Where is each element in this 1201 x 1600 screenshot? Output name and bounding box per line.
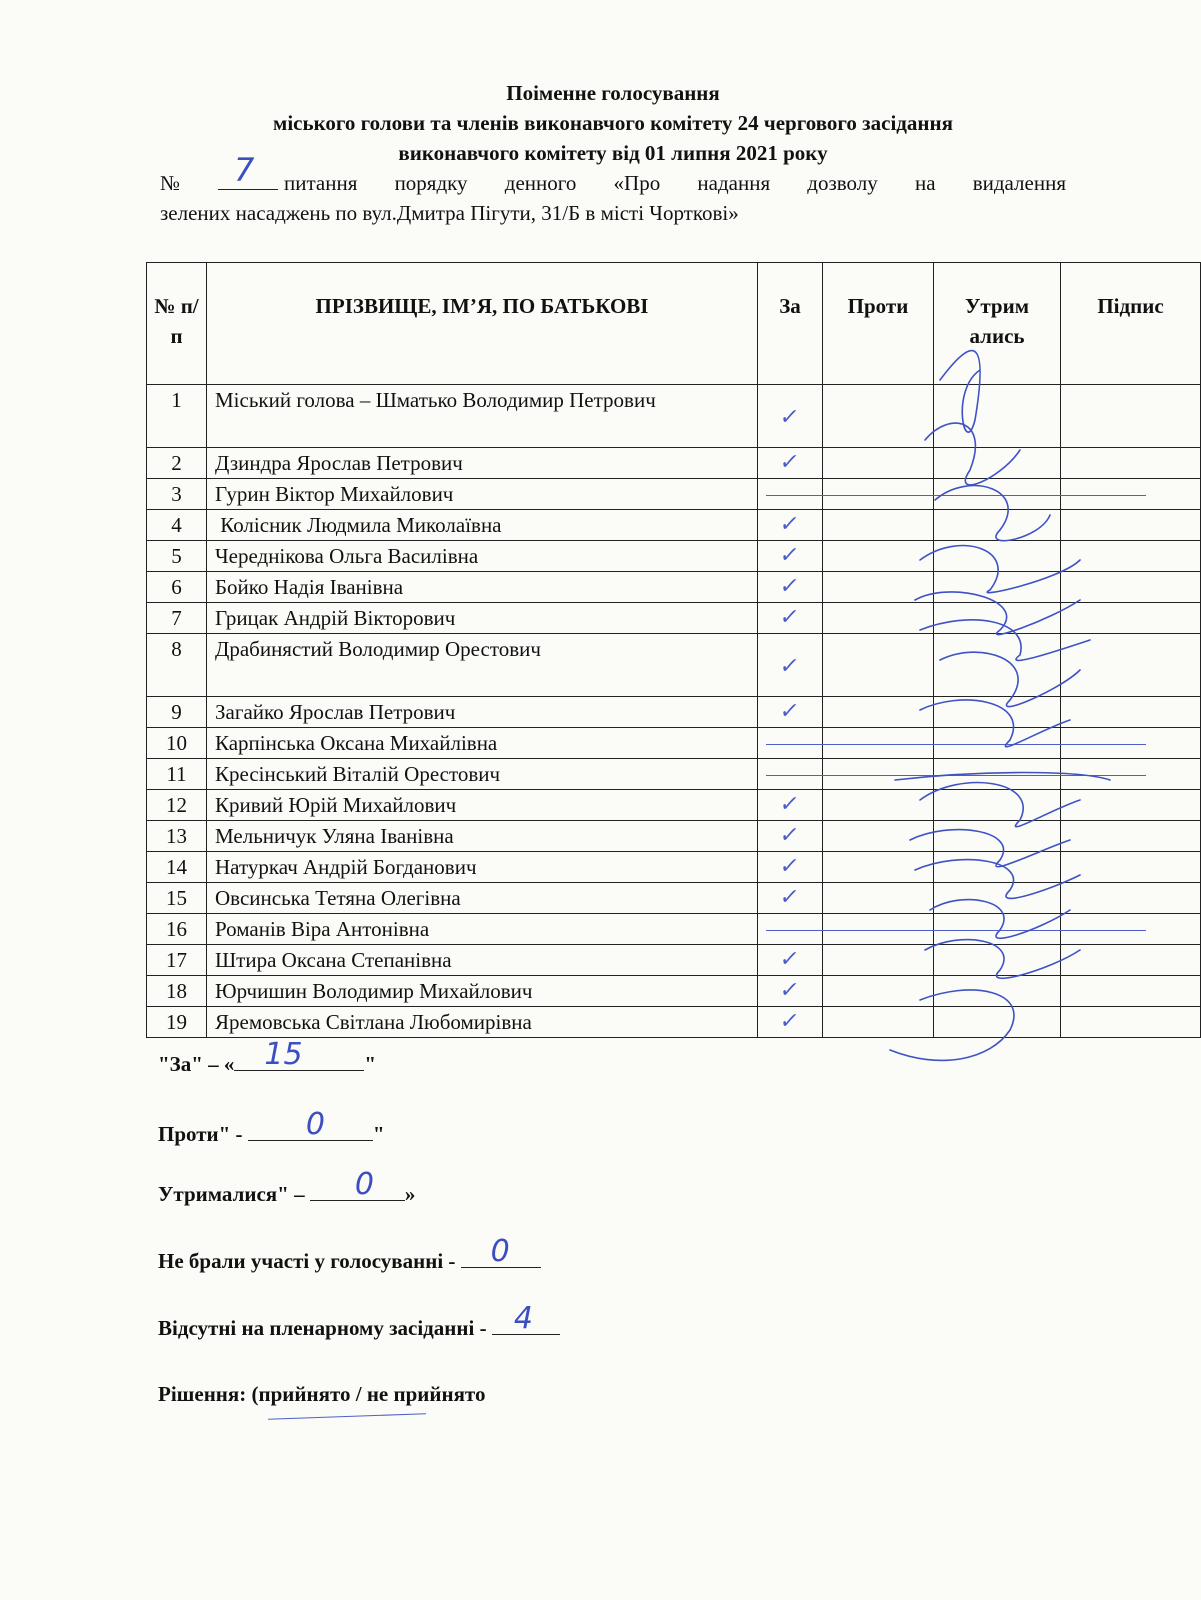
signature-5 bbox=[915, 592, 1080, 635]
header-name: ПРІЗВИЩЕ, ІМ’Я, ПО БАТЬКОВІ bbox=[207, 263, 758, 385]
vote-check-mark: ✓ bbox=[777, 699, 801, 724]
member-name: Мельничук Уляна Іванівна bbox=[207, 821, 758, 852]
vote-for-cell bbox=[758, 603, 823, 634]
vote-for-cell bbox=[758, 945, 823, 976]
member-name: Романів Віра Антонівна bbox=[207, 914, 758, 945]
signature-1 bbox=[940, 351, 980, 433]
summary-abstained-blank bbox=[310, 1167, 405, 1202]
summary-absent bbox=[158, 1301, 560, 1341]
summary-for-value: 15 bbox=[264, 1037, 303, 1072]
row-number: 8 bbox=[147, 634, 207, 697]
member-name: Гурин Віктор Михайлович bbox=[207, 479, 758, 510]
signature-7 bbox=[940, 652, 1080, 706]
row-number: 12 bbox=[147, 790, 207, 821]
vote-for-cell bbox=[758, 541, 823, 572]
vote-for-cell bbox=[758, 697, 823, 728]
summary-against-value: 0 bbox=[305, 1107, 325, 1142]
vote-for-cell bbox=[758, 385, 823, 448]
member-name: Кривий Юрій Михайлович bbox=[207, 790, 758, 821]
member-name: Юрчишин Володимир Михайлович bbox=[207, 976, 758, 1007]
summary-abstained-value: 0 bbox=[354, 1167, 374, 1202]
vote-for-cell bbox=[758, 728, 823, 759]
row-number: 4 bbox=[147, 510, 207, 541]
vote-for-cell bbox=[758, 976, 823, 1007]
signature-line-9 bbox=[895, 773, 1110, 781]
member-name: Карпінська Оксана Михайлівна bbox=[207, 728, 758, 759]
member-name: Яремовська Світлана Любомирівна bbox=[207, 1007, 758, 1038]
decision-underline-handwritten bbox=[268, 1413, 426, 1420]
summary-decision-label: Рішення: (прийнято / не прийнято bbox=[158, 1382, 486, 1406]
vote-check-mark: ✓ bbox=[777, 543, 801, 568]
row-number: 19 bbox=[147, 1007, 207, 1038]
vote-check-mark: ✓ bbox=[777, 605, 801, 630]
summary-for-blank bbox=[234, 1037, 364, 1072]
member-name: Натуркач Андрій Богданович bbox=[207, 852, 758, 883]
vote-for-cell bbox=[758, 479, 823, 510]
summary-abstained-end: » bbox=[404, 1182, 416, 1206]
summary-for-label: "За" – « bbox=[158, 1052, 235, 1076]
item-number-prefix: № bbox=[160, 171, 212, 195]
vote-for-cell bbox=[758, 821, 823, 852]
member-name: Міський голова – Шматько Володимир Петрович bbox=[207, 385, 758, 448]
row-number: 16 bbox=[147, 914, 207, 945]
summary-against-label: Проти" - bbox=[158, 1122, 248, 1146]
summary-against-end: " bbox=[372, 1122, 385, 1146]
summary-absent-value: 4 bbox=[513, 1301, 533, 1336]
member-name: Кресінський Віталій Орестович bbox=[207, 759, 758, 790]
agenda-item-line-2: зелених насаджень по вул.Дмитра Пігути, 31/Б в місті Чорткові» bbox=[160, 201, 739, 225]
summary-absent-blank bbox=[492, 1301, 560, 1336]
agenda-item-text-1: питання порядку денного «Про надання дозволу на видалення bbox=[284, 171, 1066, 195]
signature-4 bbox=[920, 546, 1080, 593]
vote-for-cell bbox=[758, 790, 823, 821]
row-number: 1 bbox=[147, 385, 207, 448]
summary-for bbox=[158, 1037, 377, 1077]
signature-14 bbox=[925, 940, 1080, 979]
row-number: 13 bbox=[147, 821, 207, 852]
vote-for-cell bbox=[758, 1007, 823, 1038]
row-number: 6 bbox=[147, 572, 207, 603]
signature-15 bbox=[890, 990, 1014, 1060]
vote-check-mark: ✓ bbox=[777, 792, 801, 817]
signature-12 bbox=[915, 860, 1080, 899]
item-number-blank bbox=[218, 151, 278, 190]
row-number: 9 bbox=[147, 697, 207, 728]
vote-for-cell bbox=[758, 572, 823, 603]
vote-for-cell bbox=[758, 759, 823, 790]
summary-abstained-label: Утрималися" – bbox=[158, 1182, 310, 1206]
vote-check-mark: ✓ bbox=[777, 1009, 801, 1034]
member-name: Штира Оксана Степанівна bbox=[207, 945, 758, 976]
row-number: 5 bbox=[147, 541, 207, 572]
vote-for-cell bbox=[758, 914, 823, 945]
document-header bbox=[160, 78, 1066, 228]
header-against: Проти bbox=[823, 263, 934, 385]
row-number: 17 bbox=[147, 945, 207, 976]
row-number: 7 bbox=[147, 603, 207, 634]
summary-not-voted-label: Не брали участі у голосуванні - bbox=[158, 1249, 461, 1273]
summary-abstained bbox=[158, 1167, 416, 1207]
title-line-3: виконавчого комітету від 01 липня 2021 року bbox=[398, 141, 828, 165]
member-name: Череднікова Ольга Василівна bbox=[207, 541, 758, 572]
summary-against-blank bbox=[248, 1107, 373, 1142]
summary-absent-label: Відсутні на пленарному засіданні - bbox=[158, 1316, 492, 1340]
vote-for-cell bbox=[758, 852, 823, 883]
header-signature: Підпис bbox=[1061, 263, 1201, 385]
signatures-handwriting bbox=[880, 300, 1110, 1080]
vote-check-mark: ✓ bbox=[777, 574, 801, 599]
title-line-1: Поіменне голосування bbox=[506, 81, 720, 105]
summary-not-voted-value: 0 bbox=[490, 1234, 510, 1269]
row-number: 14 bbox=[147, 852, 207, 883]
member-name: Бойко Надія Іванівна bbox=[207, 572, 758, 603]
signature-13 bbox=[930, 900, 1070, 939]
header-for: За bbox=[758, 263, 823, 385]
vote-for-cell bbox=[758, 634, 823, 697]
signature-3 bbox=[935, 486, 1050, 541]
member-name: Овсинська Тетяна Олегівна bbox=[207, 883, 758, 914]
summary-against bbox=[158, 1107, 385, 1147]
vote-check-mark: ✓ bbox=[777, 885, 801, 910]
vote-check-mark: ✓ bbox=[777, 405, 801, 430]
vote-check-mark: ✓ bbox=[777, 978, 801, 1003]
member-name: Грицак Андрій Вікторович bbox=[207, 603, 758, 634]
member-name: Драбинястий Володимир Орестович bbox=[207, 634, 758, 697]
signature-8 bbox=[920, 700, 1070, 747]
vote-for-cell bbox=[758, 510, 823, 541]
row-number: 15 bbox=[147, 883, 207, 914]
signature-2 bbox=[925, 423, 1020, 485]
row-number: 3 bbox=[147, 479, 207, 510]
vote-check-mark: ✓ bbox=[777, 512, 801, 537]
summary-for-end: " bbox=[364, 1052, 377, 1076]
row-number: 2 bbox=[147, 448, 207, 479]
vote-check-mark: ✓ bbox=[777, 654, 801, 679]
vote-check-mark: ✓ bbox=[777, 450, 801, 475]
summary-not-voted bbox=[158, 1234, 541, 1274]
vote-for-cell bbox=[758, 448, 823, 479]
signature-6 bbox=[920, 620, 1090, 661]
member-name: Дзиндра Ярослав Петрович bbox=[207, 448, 758, 479]
title-line-2: міського голови та членів виконавчого комітету 24 чергового засідання bbox=[273, 111, 953, 135]
item-number-handwritten: 7 bbox=[234, 151, 255, 189]
row-number: 10 bbox=[147, 728, 207, 759]
summary-decision bbox=[158, 1382, 485, 1407]
vote-check-mark: ✓ bbox=[777, 947, 801, 972]
signature-10 bbox=[920, 783, 1080, 827]
member-name: Загайко Ярослав Петрович bbox=[207, 697, 758, 728]
vote-check-mark: ✓ bbox=[777, 854, 801, 879]
row-number: 18 bbox=[147, 976, 207, 1007]
header-abstained: Утрим ались bbox=[934, 263, 1061, 385]
vote-for-cell bbox=[758, 883, 823, 914]
row-number: 11 bbox=[147, 759, 207, 790]
header-no: № п/п bbox=[147, 263, 207, 385]
summary-not-voted-blank bbox=[461, 1234, 541, 1269]
vote-check-mark: ✓ bbox=[777, 823, 801, 848]
member-name: Колісник Людмила Миколаївна bbox=[207, 510, 758, 541]
